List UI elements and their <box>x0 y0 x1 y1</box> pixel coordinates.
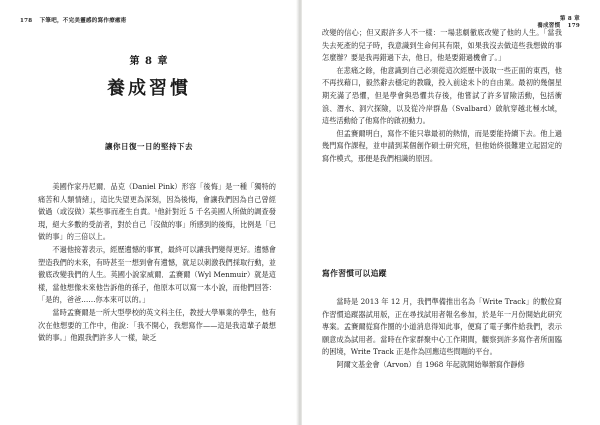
left-page-number: 178 <box>20 18 33 24</box>
paragraph: 當時孟賽爾是一所大型學校的英文科主任，教授大學畢業的學生，他有次在他想要的工作中，他說：「我不開心，我想寫作——這是我這輩子最想做的事。」他跟我們許多人一樣，缺乏 <box>38 307 276 343</box>
right-body-text-top <box>322 27 562 166</box>
paragraph: 改變的信心；但又跟許多人不一樣：一場悲劇徹底改變了他的人生。「當我失去死產的兒子時，我意識到生命何其有限，如果我沒去做這些我想做的事怎麼辦？要是我再錯過下去，他日，他是要錯過機會了。」 <box>322 28 562 63</box>
chapter-subtitle: 讓你日復一日的堅持下去 <box>105 142 193 151</box>
right-chapter-label: 第 8 章 <box>559 16 580 22</box>
right-page-number: 179 <box>567 23 580 29</box>
paragraph: 阿爾文基金會（Arvon）自 1968 年起就開始舉辦寫作靜修 <box>336 359 525 369</box>
left-running-head <box>20 16 127 24</box>
section-heading: 寫作習慣可以追蹤 <box>322 269 387 278</box>
right-chapter-title: 養成習慣 <box>537 23 561 29</box>
paragraph: 不過他接著表示，經歷遺憾的事實，最終可以讓我們變得更好。遺憾會塑造我們的未來，有時甚至一想到會有遺憾，就足以刺激我們採取行動，並徹底改變我們的人生。英國小說家威爾．孟賽爾（Wyl Menmuir）就是這樣，當他想像未來他告訴他的孫子，他原本可以寫一本小說，而他們回答：「是的，爸爸……你本來可以的。」 <box>38 244 276 305</box>
chapter-number: 第 8 章 <box>129 56 169 67</box>
chapter-title: 養成習慣 <box>107 78 191 99</box>
left-body-text <box>38 181 276 345</box>
left-page <box>0 0 298 425</box>
right-body-text-bottom <box>322 296 562 372</box>
paragraph: 當時是 2013 年 12 月，我們準備推出名為「Write Track」的數位寫作習慣追蹤器試用版，正在尋找試用者報名參加，於是年一月份開始此研究專案。孟賽爾從寫作圈的小道消息得知此事，便寫了電子郵件給我們，表示願意成為試用者。當時在作家群聚中心工作期間，觀察到許多寫作者所面臨的困境，Write Track 正是作為回應這些問題的平台。 <box>322 297 562 357</box>
paragraph: 美國作家丹尼爾．品克（Daniel Pink）形容「後悔」是一種「獨特的痛苦和人類情緒」，這比失望更為深刻，因為後悔，會讓我們因為自己曾經做過（或沒做）某些事而產生自責。¹他針對近 5 千名美國人所做的調查發現，絕大多數的受訪者，對於自己「沒做的事」所感到的後悔，比例是「已做的事」的三倍以上。 <box>38 182 276 242</box>
paragraph: 在悲痛之餘，他意識到自己必須從這次經歷中汲取一些正面的東西，他不再找藉口，毅然辭去穩定的教職，投入前途未卜的自由業。最初的幾個星期充滿了恐懼，但是學會與恐懼共存後，他嘗試了許多冒險活動，包括衝浪、潛水、洞穴探險，以及從冷岸群島（Svalbard）啟航穿越北極水域，這些活動給了他寫作的啟初動力。 <box>322 65 562 126</box>
paragraph: 但孟賽爾明白，寫作不能只靠最初的熱情，而是要能持續下去。他上過幾門寫作課程，並申請到某個創作碩士研究班，但他始終很難建立起固定的寫作模式，那便是我們相識的原因。 <box>322 128 562 163</box>
left-book-title: 下筆吧，不完美靈感的寫作療癒術 <box>39 18 127 24</box>
right-page <box>302 0 600 425</box>
